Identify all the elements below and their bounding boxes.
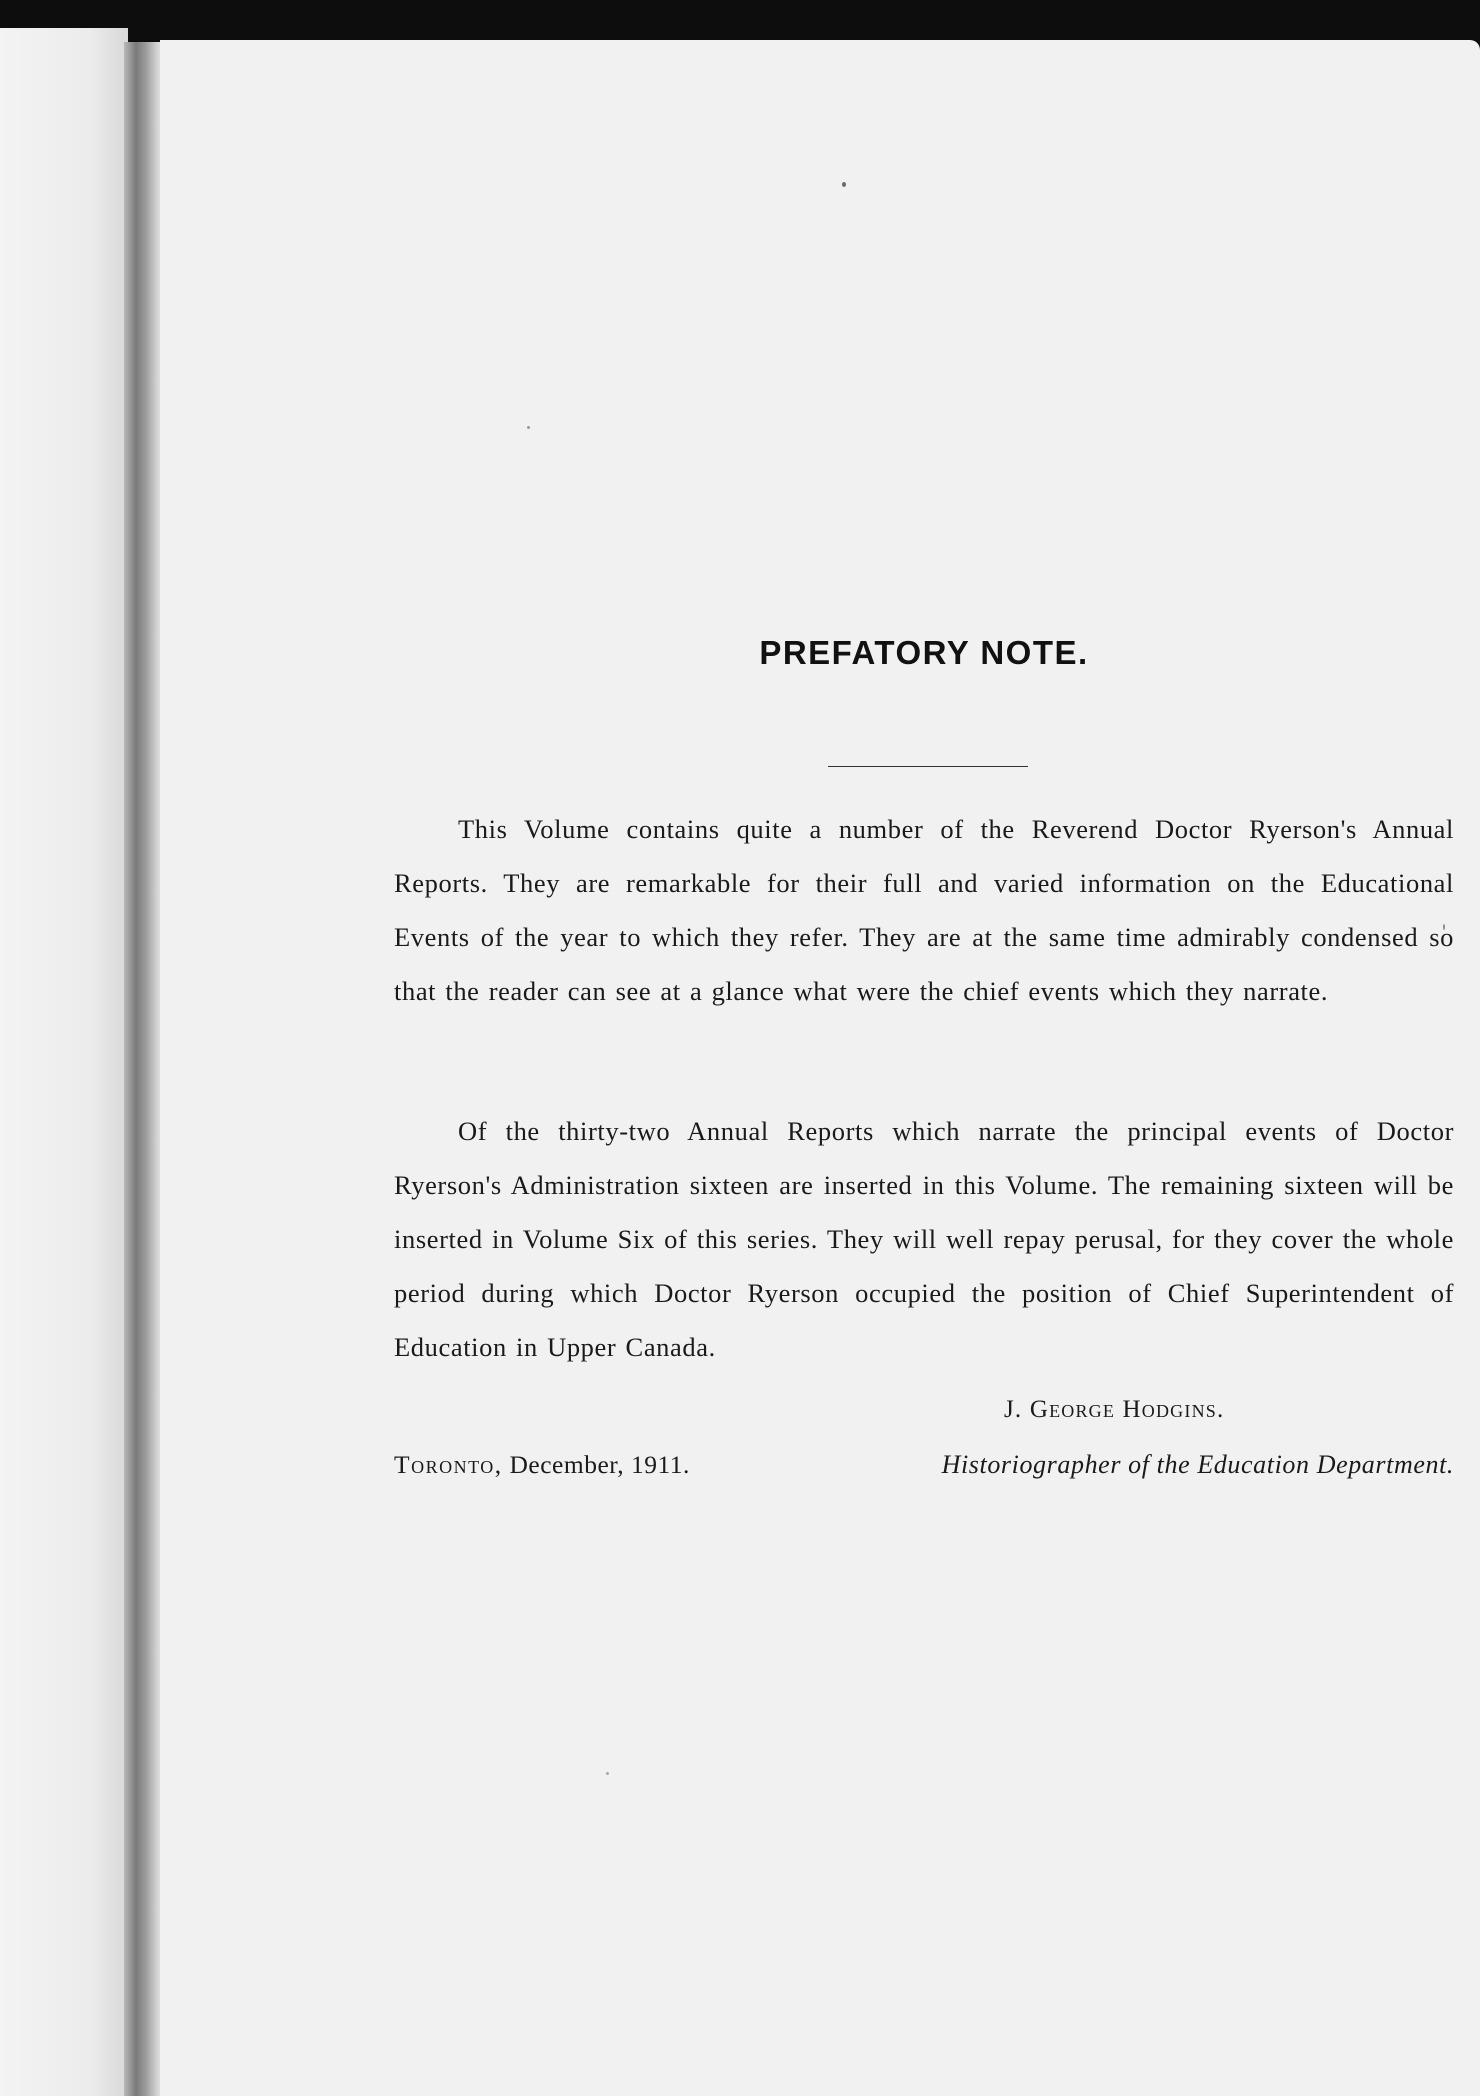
title-divider xyxy=(828,766,1028,767)
signature-title: Historiographer of the Education Department. xyxy=(941,1450,1454,1479)
paper-speck xyxy=(606,1772,609,1775)
paper-speck xyxy=(842,182,846,187)
book-gutter-shadow xyxy=(124,42,164,2096)
left-blank-page xyxy=(0,28,128,2096)
signature-name: J. George Hodgins. xyxy=(1004,1396,1225,1423)
page-title: PREFATORY NOTE. xyxy=(759,634,1089,671)
date: December, 1911. xyxy=(509,1450,690,1479)
note-paragraph-1: This Volume contains quite a number of the Reverend Doctor Ryerson's Annual Reports. They are remarkable for their full and varied information on the Educational Events of the year to which they refer. They are at the same time admirably condensed so that the reader can see at a glance what were the chief events which they narrate. xyxy=(394,814,1454,1006)
place: Toronto, xyxy=(394,1450,503,1479)
note-paragraph-2: Of the thirty-two Annual Reports which narrate the principal events of Doctor Ryerson's Administration sixteen are inserted in this Volume. The remaining sixteen will be inserted in Volume Six of this series. They will well repay perusal, for they cover the whole period during which Doctor Ryerson occupied the position of Chief Superintendent of Education in Upper Canada. xyxy=(394,1116,1454,1362)
paper-speck xyxy=(527,426,530,429)
prefatory-note-page xyxy=(160,40,1480,2096)
place-and-date xyxy=(394,1450,690,1480)
